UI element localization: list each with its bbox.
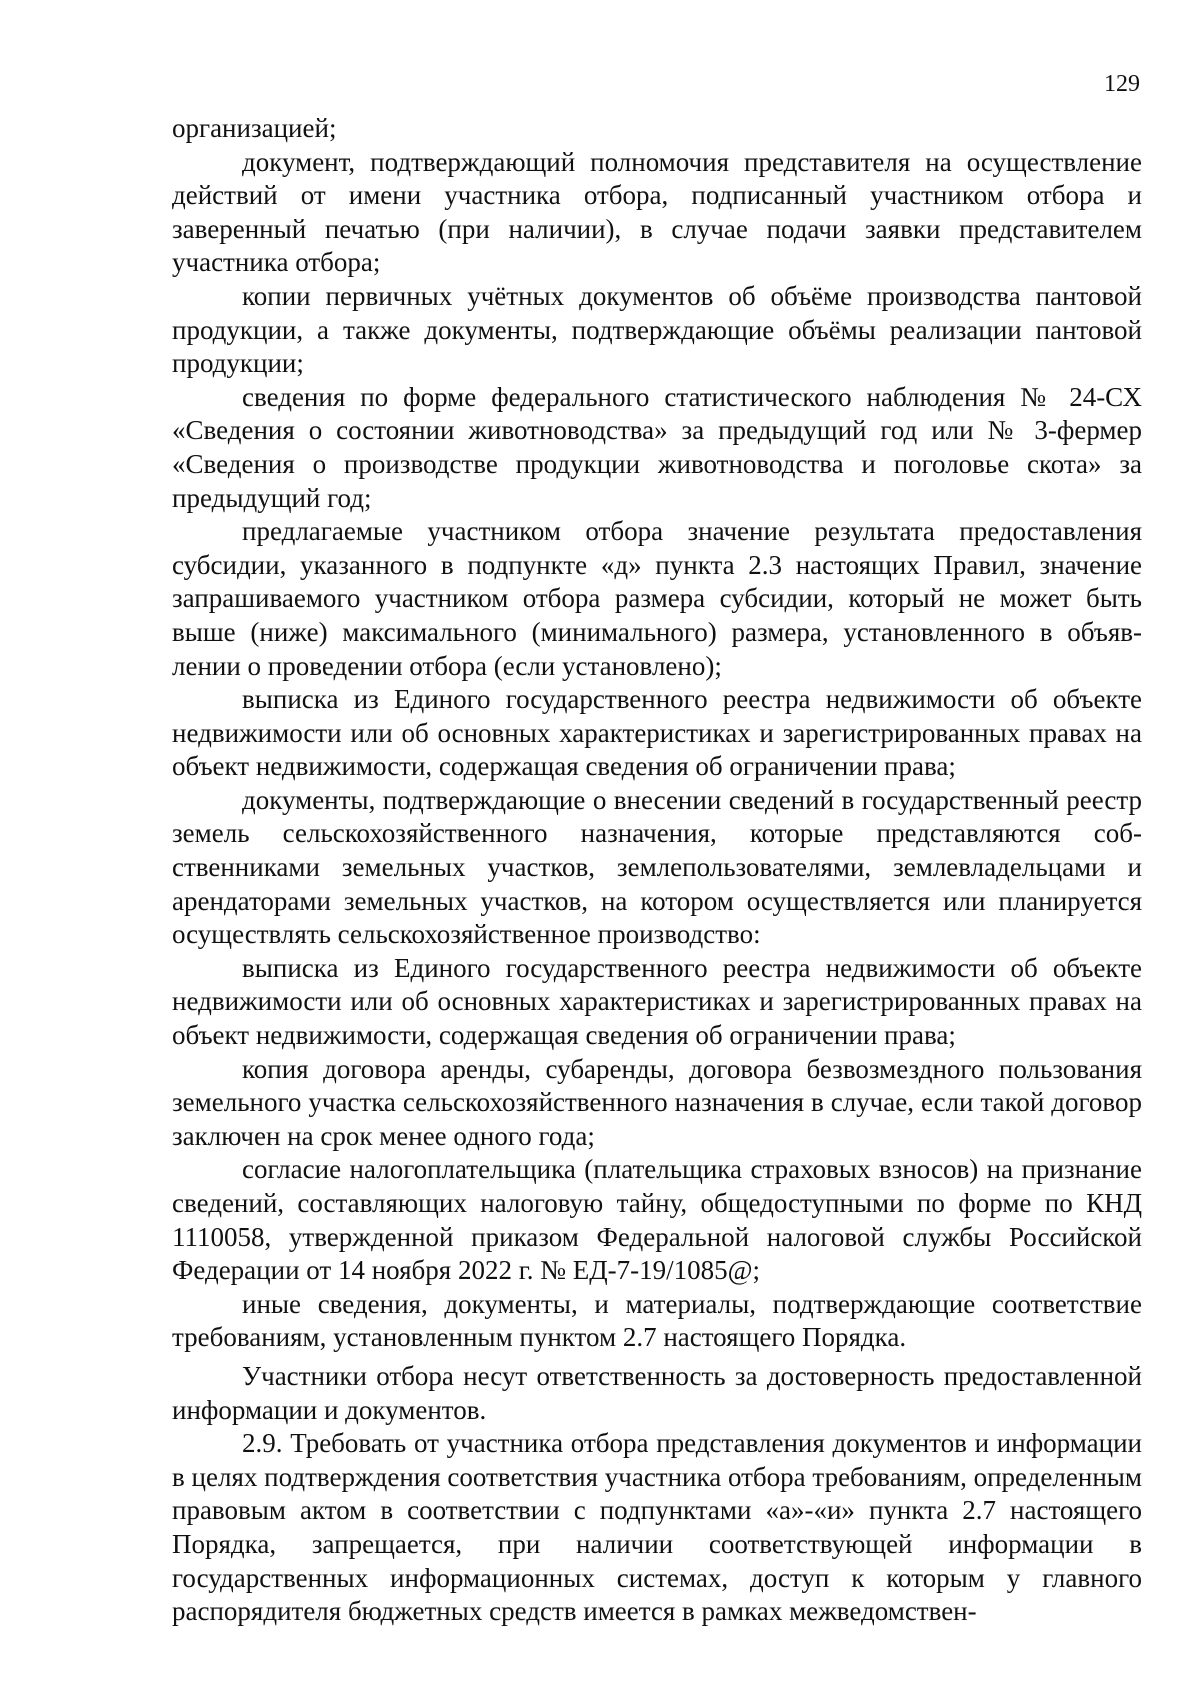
paragraph: выписка из Единого государственного реестра недвижимости об объекте недвижимости или об основных характеристиках и зарегистрированных правах на объект недвижимости, содержащая сведения об ограничении права; xyxy=(172,952,1142,1051)
paragraph: 2.9. Требовать от участника отбора представления документов и информации в целях подтверждения соответствия участника отбора требованиям, определенным правовым актом в соответствии с подпунктами «а»-«и» пункта 2.7 настоящего Порядка, запрещается, при наличии соответствующей информации в государственных информационных системах, доступ к которым у главного распорядителя бюджетных средств имеется в рамках межведомствен- xyxy=(172,1428,1142,1627)
paragraph: документ, подтверждающий полномочия представителя на осуществление действий от имени участника отбора, подписанный участником отбора и заверенный печатью (при наличии), в случае подачи заявки представителем участника отбора; xyxy=(172,146,1142,278)
paragraph: предлагаемые участником отбора значение результата предоставления субсидии, указанного в подпункте «д» пункта 2.3 настоящих Правил, значение запрашиваемого участником отбора размера субсидии, который не может быть выше (ниже) максимального (минимального) размера, установленного в объявлении о проведении отбора (если установлено); xyxy=(172,516,1142,681)
paragraph: документы, подтверждающие о внесении сведений в государственный реестр земель сельскохозяйственного назначения, которые представляются собственниками земельных участков, землепользователями, землевладельцами и арендаторами земельных участков, на котором осуществляется или планируется осуществлять сельскохозяйственное производство: xyxy=(172,784,1142,950)
paragraph: иные сведения, документы, и материалы, подтверждающие соответствие требованиям, установленным пунктом 2.7 настоящего Порядка. xyxy=(172,1288,1142,1353)
paragraph: копия договора аренды, субаренды, договора безвозмездного пользования земельного участка сельскохозяйственного назначения в случае, если такой договор заключен на срок менее одного года; xyxy=(172,1053,1142,1151)
paragraph: согласие налогоплательщика (плательщика страховых взносов) на признание сведений, составляющих налоговую тайну, общедоступными по форме по КНД 1110058, утвержденной приказом Федеральной налоговой службы Российской Федерации от 14 ноября 2022 г. № ЕД-7-19/1085@; xyxy=(172,1154,1142,1286)
paragraph: выписка из Единого государственного реестра недвижимости об объекте недвижимости или об основных характеристиках и зарегистрированных правах на объект недвижимости, содержащая сведения об ограничении права; xyxy=(172,684,1142,782)
page-number: 129 xyxy=(1104,71,1140,97)
paragraph: организацией; xyxy=(172,113,337,143)
paragraph: Участники отбора несут ответственность за достоверность предоставленной информации и документов. xyxy=(172,1360,1142,1425)
paragraph: сведения по форме федерального статистического наблюдения № 24-СХ «Сведения о состоянии животноводства» за предыдущий год или № 3-фермер «Сведения о производстве продукции животноводства и поголовье скота» за предыдущий год; xyxy=(172,381,1142,513)
body-text xyxy=(172,112,1142,1629)
paragraph: копии первичных учётных документов об объёме производства пантовой продукции, а также документы, подтверждающие объёмы реализации пантовой продукции; xyxy=(172,280,1142,379)
